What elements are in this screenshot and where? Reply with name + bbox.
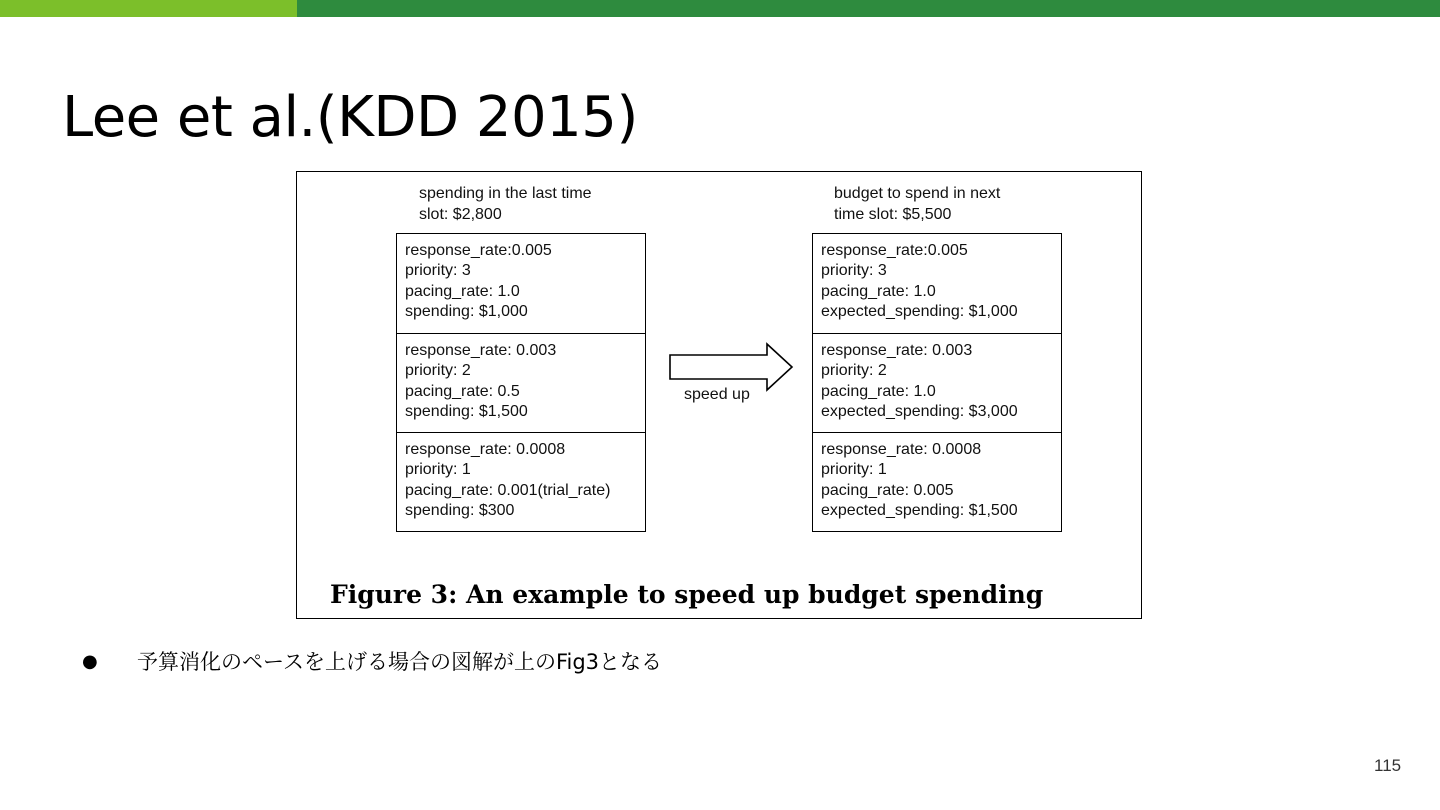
- header-accent-bar-dark: [297, 0, 1440, 17]
- box-line: priority: 3: [405, 262, 471, 280]
- right-stack-caption: [834, 183, 1000, 225]
- left-box-priority-3: [397, 234, 645, 333]
- page-number: 115: [1374, 756, 1402, 775]
- left-caption-line: slot: $2,800: [419, 206, 502, 223]
- box-line: priority: 1: [821, 461, 887, 479]
- left-box-stack: [396, 233, 646, 532]
- box-line: expected_spending: $1,000: [821, 302, 1018, 320]
- slide-title: Lee et al.(KDD 2015): [62, 85, 638, 150]
- box-line: pacing_rate: 0.001(trial_rate): [405, 481, 611, 499]
- bullet-dot-icon: ●: [82, 651, 98, 672]
- box-line: expected_spending: $1,500: [821, 501, 1018, 519]
- figure-caption: Figure 3: An example to speed up budget spending: [330, 580, 1044, 609]
- box-line: response_rate: 0.0008: [405, 441, 566, 458]
- box-line: response_rate: 0.003: [821, 342, 973, 359]
- box-line: pacing_rate: 1.0: [821, 282, 936, 300]
- right-box-priority-1: [813, 432, 1061, 531]
- figure-3-diagram: [296, 171, 1142, 619]
- right-box-stack: [812, 233, 1062, 532]
- box-line: response_rate: 0.0008: [821, 441, 982, 458]
- box-line: spending: $1,500: [405, 402, 528, 420]
- box-line: response_rate:0.005: [405, 242, 552, 259]
- header-accent-bar-light: [0, 0, 297, 17]
- box-line: pacing_rate: 0.005: [821, 481, 954, 499]
- left-box-priority-1: [397, 432, 645, 531]
- box-line: pacing_rate: 0.5: [405, 382, 520, 400]
- box-line: expected_spending: $3,000: [821, 402, 1018, 420]
- box-line: priority: 2: [405, 362, 471, 380]
- box-line: response_rate: 0.003: [405, 342, 557, 359]
- right-box-priority-2: [813, 333, 1061, 432]
- box-line: response_rate:0.005: [821, 242, 968, 259]
- arrow-label: speed up: [684, 386, 750, 403]
- right-box-priority-3: [813, 234, 1061, 333]
- left-caption-line: spending in the last time: [419, 185, 592, 202]
- bullet-text: 予算消化のペースを上げる場合の図解が上のFig3となる: [137, 650, 663, 674]
- box-line: priority: 3: [821, 262, 887, 280]
- box-line: priority: 2: [821, 362, 887, 380]
- right-caption-line: budget to spend in next: [834, 185, 1001, 202]
- box-line: pacing_rate: 1.0: [821, 382, 936, 400]
- box-line: priority: 1: [405, 461, 471, 479]
- box-line: pacing_rate: 1.0: [405, 282, 520, 300]
- right-caption-line: time slot: $5,500: [834, 206, 952, 223]
- box-line: spending: $1,000: [405, 302, 528, 320]
- left-stack-caption: [419, 183, 592, 225]
- box-line: spending: $300: [405, 501, 515, 519]
- left-box-priority-2: [397, 333, 645, 432]
